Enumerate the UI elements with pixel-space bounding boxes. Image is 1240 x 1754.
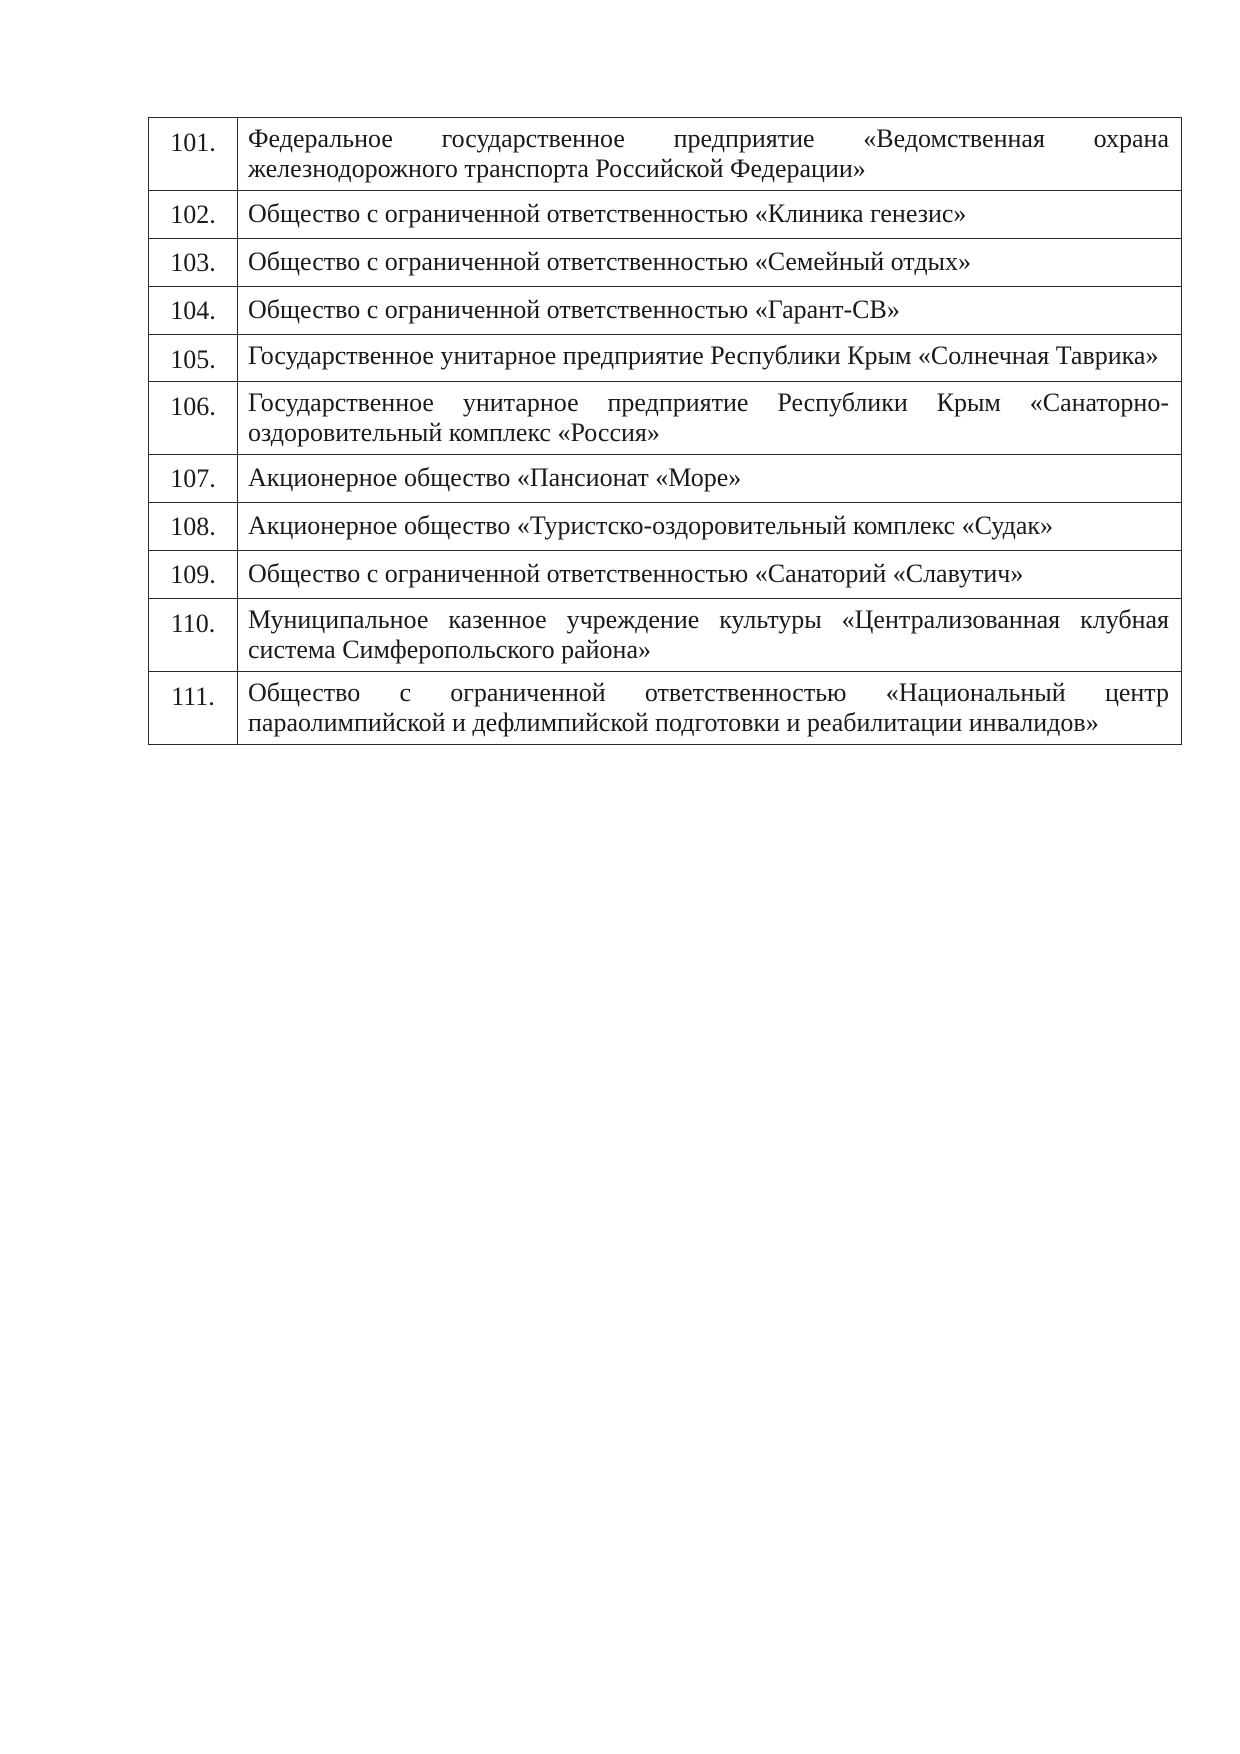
table-row xyxy=(149,551,1182,599)
organization-name: Общество с ограниченной ответственностью «Клиника генезис» xyxy=(238,191,1182,239)
table-row xyxy=(149,191,1182,239)
row-number: 109. xyxy=(149,551,238,599)
table-row xyxy=(149,382,1182,455)
organization-name: Общество с ограниченной ответственностью «Санаторий «Славутич» xyxy=(238,551,1182,599)
organization-name: Государственное унитарное предприятие Республики Крым «Солнечная Таврика» xyxy=(238,335,1182,382)
organization-name: Федеральное государственное предприятие «Ведомственная охрана железнодорожного транспорта Российской Федерации» xyxy=(238,118,1182,191)
row-number: 106. xyxy=(149,382,238,455)
table-row xyxy=(149,118,1182,191)
row-number: 110. xyxy=(149,599,238,672)
table-row xyxy=(149,335,1182,382)
table-row xyxy=(149,239,1182,287)
row-number: 105. xyxy=(149,335,238,382)
row-number: 102. xyxy=(149,191,238,239)
organization-name: Государственное унитарное предприятие Республики Крым «Санаторно-оздоровительный комплекс «Россия» xyxy=(238,382,1182,455)
organization-name: Акционерное общество «Туристско-оздоровительный комплекс «Судак» xyxy=(238,503,1182,551)
organization-name: Акционерное общество «Пансионат «Море» xyxy=(238,455,1182,503)
organization-name: Общество с ограниченной ответственностью «Семейный отдых» xyxy=(238,239,1182,287)
row-number: 104. xyxy=(149,287,238,335)
organization-name: Муниципальное казенное учреждение культуры «Централизованная клубная система Симферопольского района» xyxy=(238,599,1182,672)
table-row xyxy=(149,599,1182,672)
row-number: 107. xyxy=(149,455,238,503)
row-number: 108. xyxy=(149,503,238,551)
organization-name: Общество с ограниченной ответственностью «Гарант-СВ» xyxy=(238,287,1182,335)
row-number: 103. xyxy=(149,239,238,287)
table-row xyxy=(149,455,1182,503)
table-row xyxy=(149,672,1182,745)
row-number: 101. xyxy=(149,118,238,191)
table-row xyxy=(149,287,1182,335)
row-number: 111. xyxy=(149,672,238,745)
organizations-table xyxy=(148,117,1182,745)
organization-name: Общество с ограниченной ответственностью «Национальный центр параолимпийской и дефлимпийской подготовки и реабилитации инвалидов» xyxy=(238,672,1182,745)
table-row xyxy=(149,503,1182,551)
